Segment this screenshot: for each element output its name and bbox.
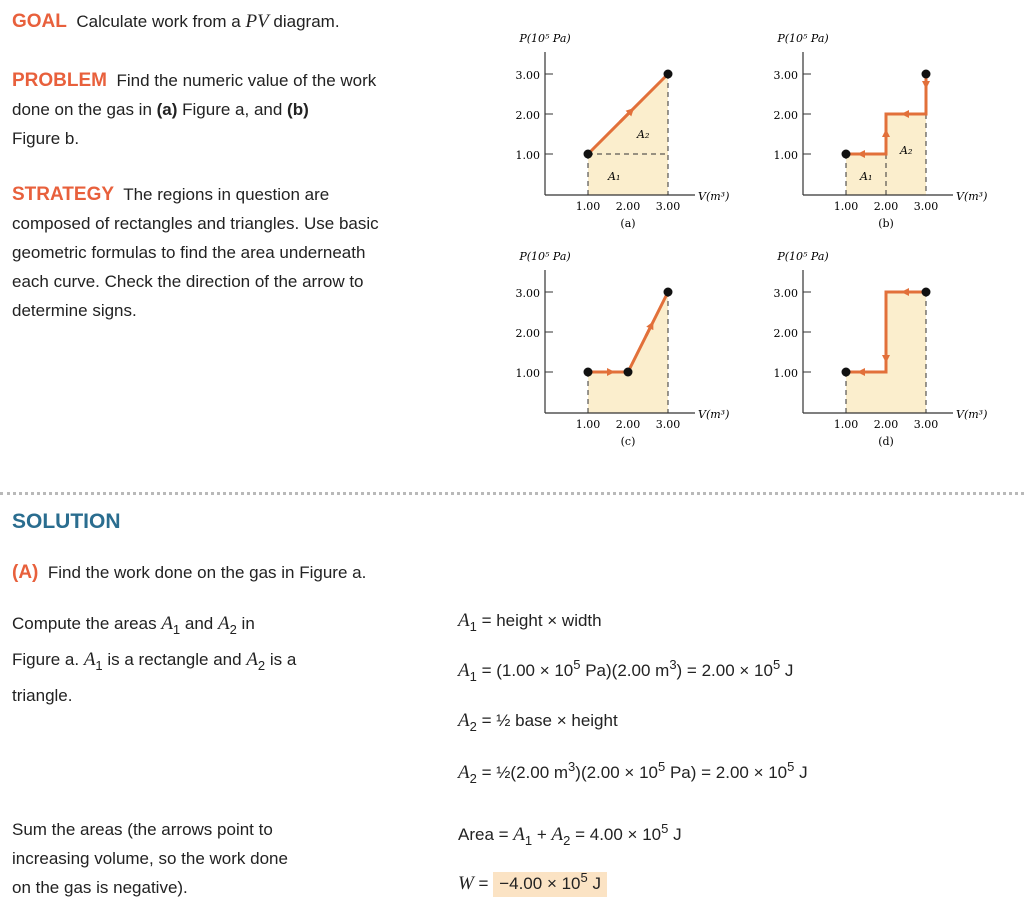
y-tick: 3.00: [515, 287, 540, 300]
part-a-text: Find the work done on the gas in Figure a.: [47, 563, 367, 582]
problem-text1: Find the numeric value of the work: [116, 71, 377, 90]
x-tick: 2.00: [873, 418, 899, 431]
x-tick: 3.00: [655, 200, 681, 213]
area-label: A₁: [608, 170, 621, 183]
strategy-line: composed of rectangles and triangles. Use basic: [12, 214, 379, 233]
section-divider: [0, 492, 1024, 495]
area-label: A₂: [900, 144, 913, 157]
figure-caption: (b): [878, 217, 894, 230]
equation-a1-value: $A_1 = (1.00 \times 10^5$ Pa)(2.00 $m^3) = 2.00 \times 10^5$ J: [458, 657, 794, 684]
problem-block: [12, 66, 482, 153]
x-tick: 1.00: [575, 200, 601, 213]
strategy-block: [12, 180, 482, 325]
v-axis-label: V(m³): [698, 190, 730, 203]
state-point: [664, 70, 673, 79]
y-tick: 1.00: [515, 149, 540, 162]
equation-work-result: $W = -4.00 \times 10^5$ J: [458, 873, 607, 895]
figure-b: [774, 32, 988, 230]
figure-d: [774, 250, 988, 448]
v-axis-label: V(m³): [956, 190, 988, 203]
x-tick: 2.00: [873, 200, 899, 213]
x-tick: 2.00: [615, 418, 641, 431]
goal-text-end: diagram.: [268, 12, 340, 31]
strategy-line: determine signs.: [12, 301, 137, 320]
v-axis-label: V(m³): [956, 408, 988, 421]
solution-title: SOLUTION: [12, 510, 121, 533]
p-axis-label: P(10⁵ Pa): [777, 32, 829, 45]
p-axis-label: P(10⁵ Pa): [777, 250, 829, 263]
problem-text3: Figure b.: [12, 129, 80, 148]
strategy-label: STRATEGY: [12, 184, 115, 205]
v-axis-label: V(m³): [698, 408, 730, 421]
x-tick: 1.00: [575, 418, 601, 431]
x-tick: 1.00: [833, 418, 859, 431]
pv-figures: [490, 20, 1024, 470]
problem-text2a: done on the gas in: [12, 100, 157, 119]
part-a-heading: [12, 558, 366, 587]
y-tick: 3.00: [515, 69, 540, 82]
step1-explanation: Compute the areas $A_1$ and $A_2$ in Figure a. $A_1$ is a rectangle and $A_2$ is a triangle.: [12, 613, 297, 705]
p-axis-label: P(10⁵ Pa): [519, 32, 571, 45]
x-tick: 3.00: [913, 200, 939, 213]
y-tick: 3.00: [773, 69, 798, 82]
state-point: [584, 150, 593, 159]
figure-a: [516, 32, 730, 230]
p-axis-label: P(10⁵ Pa): [519, 250, 571, 263]
equation-a2-value: $A_2$ = ½(2.00 $m^3)(2.00 \times 10^5$ $Pa) = 2.00 \times 10^5$ J: [458, 759, 808, 786]
y-tick: 3.00: [773, 287, 798, 300]
area-label: A₁: [860, 170, 873, 183]
figure-c: [516, 250, 730, 448]
y-tick: 2.00: [515, 109, 540, 122]
x-tick: 2.00: [615, 200, 641, 213]
equation-total-area: Area = $A_1 + A_2 = 4.00 \times 10^5$ J: [458, 821, 682, 848]
figure-caption: (d): [878, 435, 894, 448]
equation-a2-def: $A_2$ = ½ base × height: [458, 710, 618, 734]
x-tick: 3.00: [913, 418, 939, 431]
goal-pv: PV: [245, 11, 269, 32]
figure-caption: (c): [620, 435, 636, 448]
part-a-label: (A): [12, 562, 39, 583]
y-tick: 2.00: [773, 327, 798, 340]
problem-text2b: Figure a, and: [177, 100, 288, 119]
area-label: A₂: [637, 128, 650, 141]
problem-part-a: (a): [156, 100, 178, 119]
area-fill-a: [588, 74, 668, 195]
strategy-line: geometric formulas to find the area underneath: [12, 243, 366, 262]
y-tick: 2.00: [515, 327, 540, 340]
x-tick: 3.00: [655, 418, 681, 431]
y-tick: 1.00: [773, 367, 798, 380]
goal-text: Calculate work from a: [76, 12, 246, 31]
problem-part-b: (b): [287, 100, 309, 119]
y-tick: 1.00: [773, 149, 798, 162]
problem-label: PROBLEM: [12, 70, 107, 91]
y-tick: 2.00: [773, 109, 798, 122]
equation-a1-def: $A_1$ = height × width: [458, 610, 602, 634]
goal-line: [12, 7, 340, 36]
strategy-line: each curve. Check the direction of the arrow to: [12, 272, 364, 291]
strategy-text1: The regions in question are: [123, 185, 330, 204]
figure-caption: (a): [620, 217, 636, 230]
goal-label: GOAL: [12, 11, 67, 32]
answer-highlight: $-4.00 \times 10^5$ J: [493, 872, 607, 897]
x-tick: 1.00: [833, 200, 859, 213]
step2-explanation: Sum the areas (the arrows point to increasing volume, so the work done on the gas is negative).: [12, 820, 288, 897]
y-tick: 1.00: [515, 367, 540, 380]
